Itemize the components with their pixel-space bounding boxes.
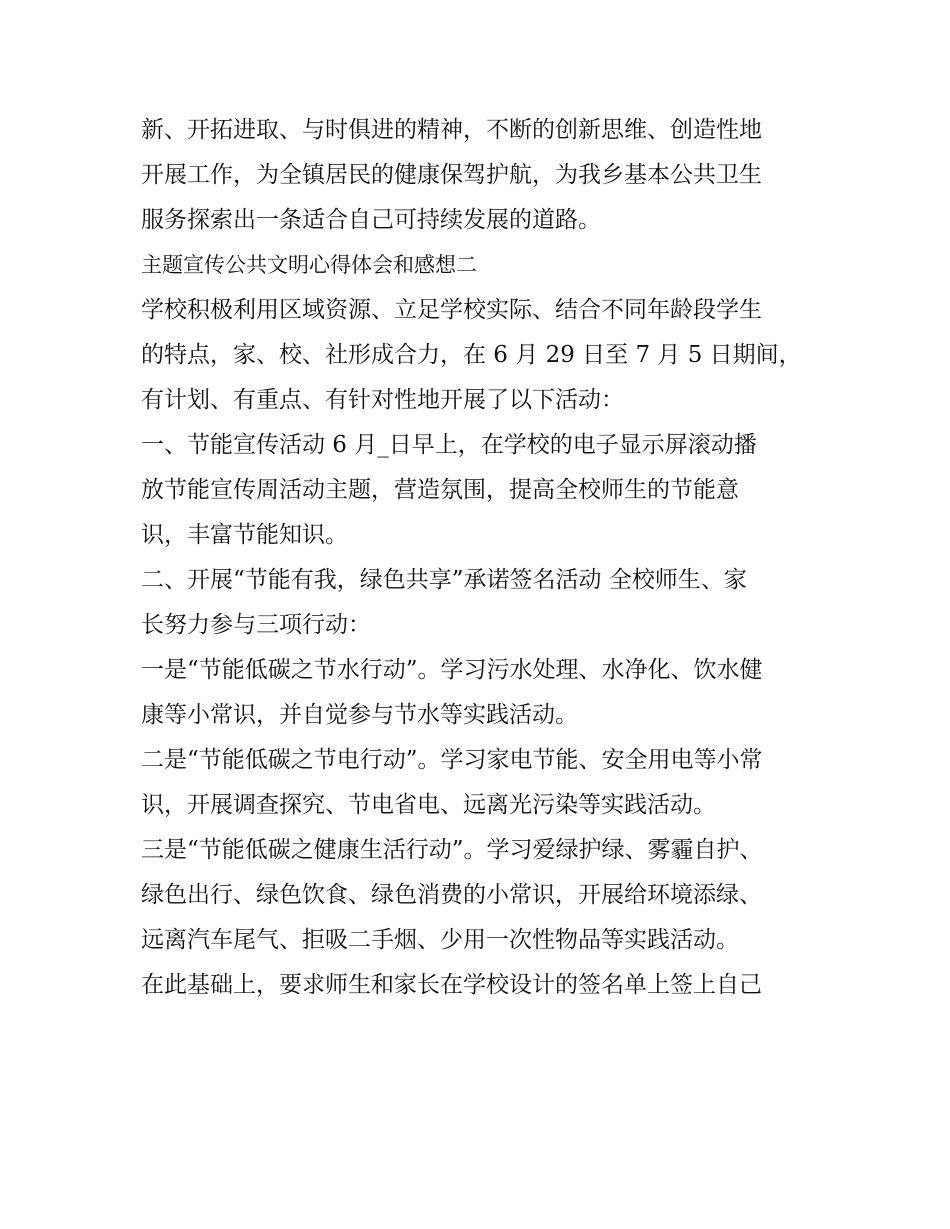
body-text-line: 一是“节能低碳之节水行动”。学习污水处理、水净化、饮水健 xyxy=(141,657,763,683)
body-text-line: 一、节能宣传活动 6 月_日早上，在学校的电子显示屏滚动播 xyxy=(141,432,757,458)
body-text-line: 的特点，家、校、社形成合力，在 6 月 29 日至 7 月 5 日期间， xyxy=(141,342,802,368)
document-body xyxy=(141,108,821,1008)
body-text-line: 识，开展调查探究、节电省电、远离光污染等实践活动。 xyxy=(141,792,716,818)
body-text-line: 开展工作，为全镇居民的健康保驾护航，为我乡基本公共卫生 xyxy=(141,162,762,188)
body-text-line: 服务探索出一条适合自己可持续发展的道路。 xyxy=(141,207,601,233)
section-heading: 主题宣传公共文明心得体会和感想二 xyxy=(141,253,477,277)
body-text-line: 二是“节能低碳之节电行动”。学习家电节能、安全用电等小常 xyxy=(141,747,763,773)
body-text-line: 远离汽车尾气、拒吸二手烟、少用一次性物品等实践活动。 xyxy=(141,927,739,953)
body-text-line: 康等小常识，并自觉参与节水等实践活动。 xyxy=(141,702,578,728)
body-text-line: 学校积极利用区域资源、立足学校实际、结合不同年龄段学生 xyxy=(141,297,762,323)
body-text-line: 长努力参与三项行动： xyxy=(141,612,371,638)
body-text-line: 有计划、有重点、有针对性地开展了以下活动： xyxy=(141,387,624,413)
body-text-line: 二、开展“节能有我，绿色共享”承诺签名活动 全校师生、家 xyxy=(141,567,747,593)
body-text-line: 识，丰富节能知识。 xyxy=(141,522,348,548)
body-text-line: 新、开拓进取、与时俱进的精神，不断的创新思维、创造性地 xyxy=(141,117,762,143)
body-text-line: 在此基础上，要求师生和家长在学校设计的签名单上签上自己 xyxy=(141,972,762,998)
body-text-line: 绿色出行、绿色饮食、绿色消费的小常识，开展给环境添绿、 xyxy=(141,882,762,908)
body-text-line: 放节能宣传周活动主题，营造氛围，提高全校师生的节能意 xyxy=(141,477,739,503)
body-text-line: 三是“节能低碳之健康生活行动”。学习爱绿护绿、雾霾自护、 xyxy=(141,837,763,863)
